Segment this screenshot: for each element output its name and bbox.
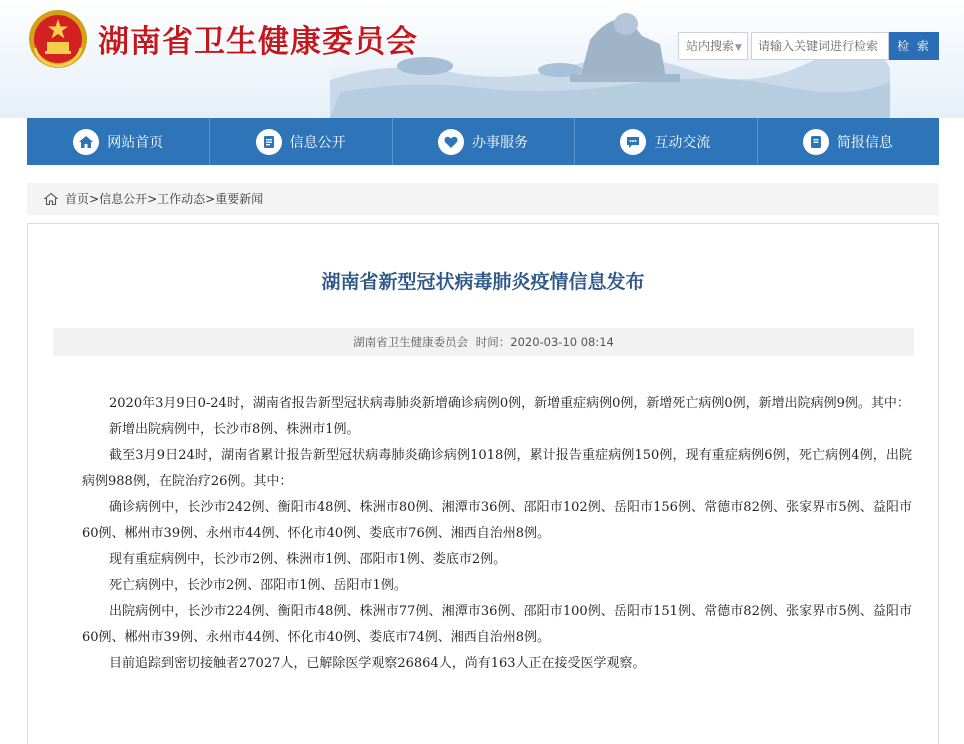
home-icon — [73, 129, 99, 155]
nav-item-label: 简报信息 — [836, 134, 893, 151]
document-icon — [256, 129, 282, 155]
breadcrumb-trail: 首页>信息公开>工作动态>重要新闻 — [65, 192, 264, 206]
nav-item-services[interactable] — [392, 118, 574, 165]
article-title: 湖南省新型冠状病毒肺炎疫情信息发布 — [321, 271, 645, 293]
article-paragraph: 新增出院病例中，长沙市8例、株洲市1例。 — [109, 422, 360, 437]
article-paragraph: 2020年3月9日0-24时，湖南省报告新型冠状病毒肺炎新增确诊病例0例，新增重症病例0例，新增死亡病例0例，新增出院病例9例。其中： — [109, 396, 910, 411]
bulletin-icon — [803, 129, 829, 155]
site-title[interactable]: 湖南省卫生健康委员会 — [98, 24, 418, 60]
nav-item-label: 信息公开 — [289, 134, 346, 151]
site-header — [0, 0, 964, 118]
article-paragraph: 现有重症病例中，长沙市2例、株洲市1例、邵阳市1例、娄底市2例。 — [109, 552, 507, 567]
nav-item-interaction[interactable] — [574, 118, 756, 165]
nav-item-bulletin[interactable] — [757, 118, 939, 165]
article-source: 湖南省卫生健康委员会 — [353, 335, 469, 349]
nav-item-label: 网站首页 — [107, 134, 164, 151]
breadcrumb-link-info-disclosure[interactable]: 信息公开 — [99, 192, 148, 206]
breadcrumb — [27, 183, 939, 215]
home-icon — [44, 192, 58, 206]
search-button[interactable]: 检 索 — [889, 32, 939, 60]
main-nav — [27, 118, 939, 165]
breadcrumb-link-home[interactable]: 首页 — [65, 192, 90, 206]
chevron-down-icon: ▼ — [735, 43, 742, 53]
article-paragraph: 确诊病例中，长沙市242例、衡阳市48例、株洲市80例、湘潭市36例、邵阳市102例、岳阳市156例、常德市82例、张家界市5例、益阳市60例、郴州市39例、永州市44例、怀化市40例、娄底市76例、湘西自治州8例。 — [82, 500, 912, 541]
nav-item-label: 办事服务 — [472, 134, 529, 151]
chat-icon — [620, 129, 646, 155]
search-input[interactable] — [751, 32, 889, 60]
article-time: 时间：2020-03-10 08:14 — [475, 335, 614, 349]
article-body — [82, 391, 912, 677]
breadcrumb-link-important-news[interactable]: 重要新闻 — [215, 192, 264, 206]
search-scope-label: 站内搜索 — [686, 39, 735, 53]
article-paragraph: 目前追踪到密切接触者27027人，已解除医学观察26864人，尚有163人正在接受医学观察。 — [109, 656, 646, 671]
national-emblem-logo — [27, 8, 89, 70]
article-paragraph: 截至3月9日24时，湖南省累计报告新型冠状病毒肺炎确诊病例1018例，累计报告重症病例150例，现有重症病例6例，死亡病例4例，出院病例988例，在院治疗26例。其中： — [82, 448, 912, 489]
nav-item-info-disclosure[interactable] — [209, 118, 391, 165]
nav-item-label: 互动交流 — [654, 134, 711, 151]
article-container — [27, 223, 939, 744]
service-icon — [438, 129, 464, 155]
search-scope-select[interactable] — [678, 32, 748, 60]
article-paragraph: 死亡病例中，长沙市2例、邵阳市1例、岳阳市1例。 — [109, 578, 407, 593]
breadcrumb-link-work-updates[interactable]: 工作动态 — [157, 192, 206, 206]
article-paragraph: 出院病例中，长沙市224例、衡阳市48例、株洲市77例、湘潭市36例、邵阳市100例、岳阳市151例、常德市82例、张家界市5例、益阳市60例、郴州市39例、永州市44例、怀化市40例、娄底市74例、湘西自治州8例。 — [82, 604, 912, 645]
article-meta — [53, 328, 914, 356]
nav-item-home[interactable] — [27, 118, 209, 165]
search-bar — [678, 32, 939, 60]
